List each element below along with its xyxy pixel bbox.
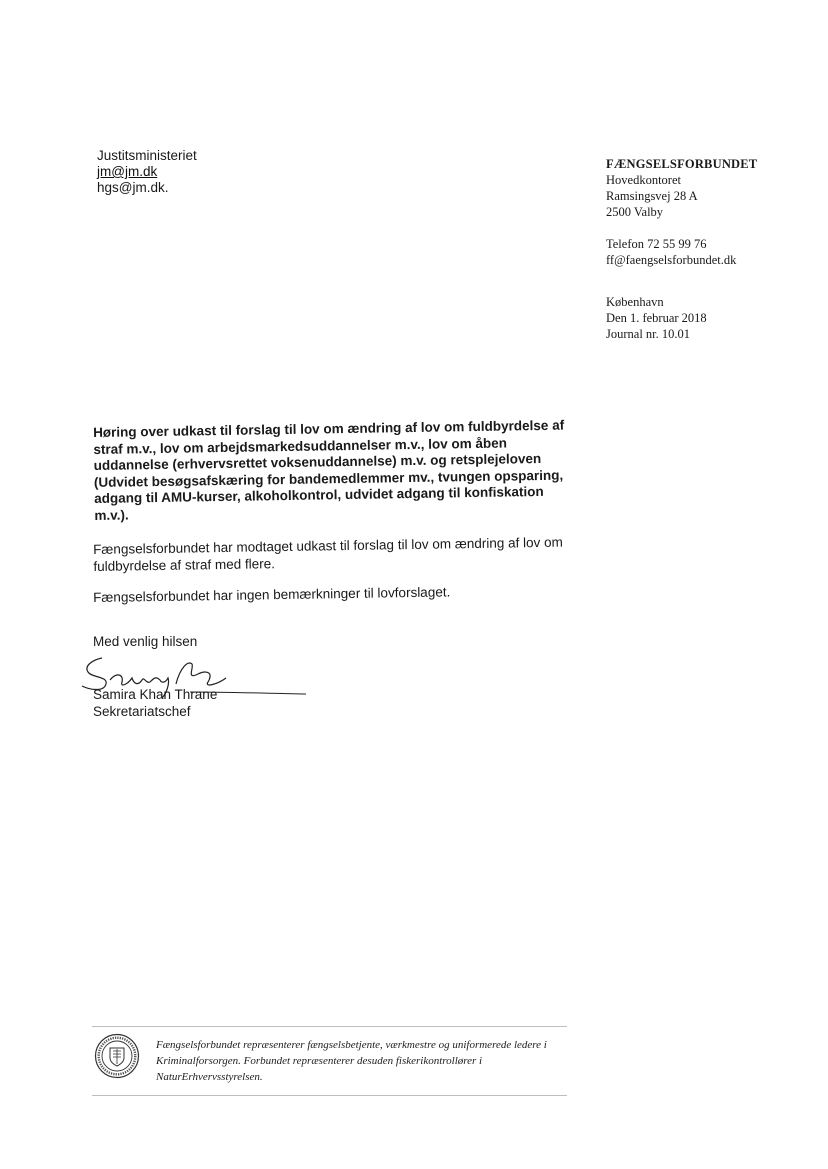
letter-date: Den 1. februar 2018 <box>606 311 707 325</box>
footer-description: Fængselsforbundet repræsenterer fængselsbetjente, værkmestre og uniformerede ledere i Kriminalforsorgen. Forbundet repræsenterer desuden fiskerikontrollører i NaturErhvervsstyrelsen. <box>156 1039 547 1083</box>
footer-divider-bottom <box>92 1095 567 1096</box>
closing-phrase: Med venlig hilsen <box>93 634 198 649</box>
recipient-name: Justitsministeriet <box>97 148 197 163</box>
body-paragraph-2: Fængselsforbundet har ingen bemærkninger til lovforslaget. <box>93 584 451 605</box>
recipient-email-link[interactable]: jm@jm.dk <box>97 164 158 179</box>
sender-email: ff@faengselsforbundet.dk <box>606 253 737 267</box>
sender-office: Hovedkontoret <box>606 173 681 187</box>
signer-name: Samira Khan Thrane <box>93 687 218 702</box>
subject-heading: Høring over udkast til forslag til lov om ændring af lov om fuldbyrdelse af straf m.v., lov om arbejdsmarkedsuddannelser m.v., lov om åben uddannelse (erhvervsrettet voksenuddannelse) m.v. og retsplejeloven (Udvidet besøgsafskæring for bandemedlemmer mv., tvungen opsparing, adgang til AMU-kurser, alkoholkontrol, udvidet adgang til konfiskation m.v.). <box>93 417 565 523</box>
signer-title: Sekretariatschef <box>93 704 191 719</box>
sender-postal: 2500 Valby <box>606 205 664 219</box>
sender-street: Ramsingsvej 28 A <box>606 189 698 203</box>
sender-block <box>606 156 806 342</box>
body-paragraph-1: Fængselsforbundet har modtaget udkast til forslag til lov om ændring af lov om fuldbyrdelse af straf med flere. <box>93 534 563 574</box>
footer-divider-top <box>92 1026 567 1027</box>
recipient-block <box>97 148 197 196</box>
signer-block <box>93 686 217 720</box>
sender-phone: Telefon 72 55 99 76 <box>606 237 707 251</box>
spacer <box>606 220 806 236</box>
recipient-email-secondary: hgs@jm.dk. <box>97 180 169 195</box>
journal-number: Journal nr. 10.01 <box>606 327 691 341</box>
union-seal-icon <box>94 1033 140 1079</box>
sender-city: København <box>606 295 664 309</box>
sender-org: FÆNGSELSFORBUNDET <box>606 157 758 171</box>
spacer <box>606 268 806 294</box>
